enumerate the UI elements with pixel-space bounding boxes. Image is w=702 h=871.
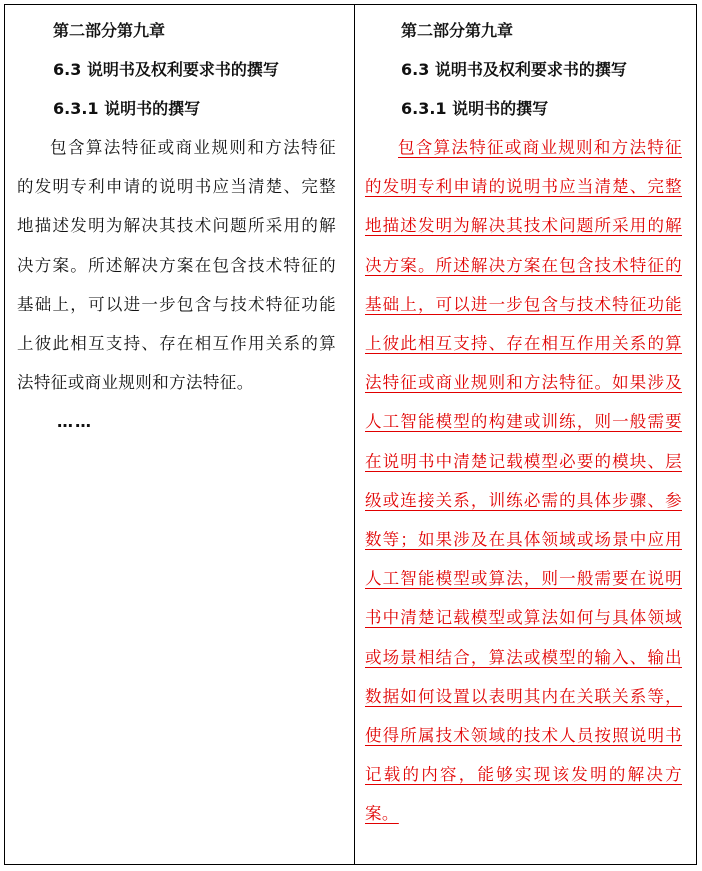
left-chapter-heading: 第二部分第九章 [53,21,166,40]
left-ellipsis: …… [57,412,93,432]
revised-text-column [355,5,696,834]
left-section-heading: 6.3 说明书及权利要求书的撰写 [53,60,279,79]
right-revised-text: 包含算法特征或商业规则和方法特征的发明专利申请的说明书应当清楚、完整地描述发明为解决其技术问题所采用的解决方案。所述解决方案在包含技术特征的基础上，可以进一步包含与技术特征功能上彼此相互支持、存在相互作用关系的算法特征或商业规则和方法特征。如果涉及人工智能模型的构建或训练，则一般需要在说明书中清楚记载模型必要的模块、层级或连接关系，训练必需的具体步骤、参数等；如果涉及在具体领域或场景中应用人工智能模型或算法，则一般需要在说明书中清楚记载模型或算法如何与具体领域或场景相结合，算法或模型的输入、输出数据如何设置以表明其内在关联关系等，使得所属技术领域的技术人员按照说明书记载的内容，能够实现该发明的解决方案。 [365,138,682,824]
comparison-table [4,4,697,865]
right-revised-paragraph [365,128,682,834]
right-subsection-heading: 6.3.1 说明书的撰写 [401,99,549,118]
right-section-heading: 6.3 说明书及权利要求书的撰写 [401,60,627,79]
original-text-column [5,5,354,441]
left-subsection-heading: 6.3.1 说明书的撰写 [53,99,201,118]
left-paragraph: 包含算法特征或商业规则和方法特征的发明专利申请的说明书应当清楚、完整地描述发明为解决其技术问题所采用的解决方案。所述解决方案在包含技术特征的基础上，可以进一步包含与技术特征功能上彼此相互支持、存在相互作用关系的算法特征或商业规则和方法特征。 [17,138,336,393]
right-chapter-heading: 第二部分第九章 [401,21,514,40]
